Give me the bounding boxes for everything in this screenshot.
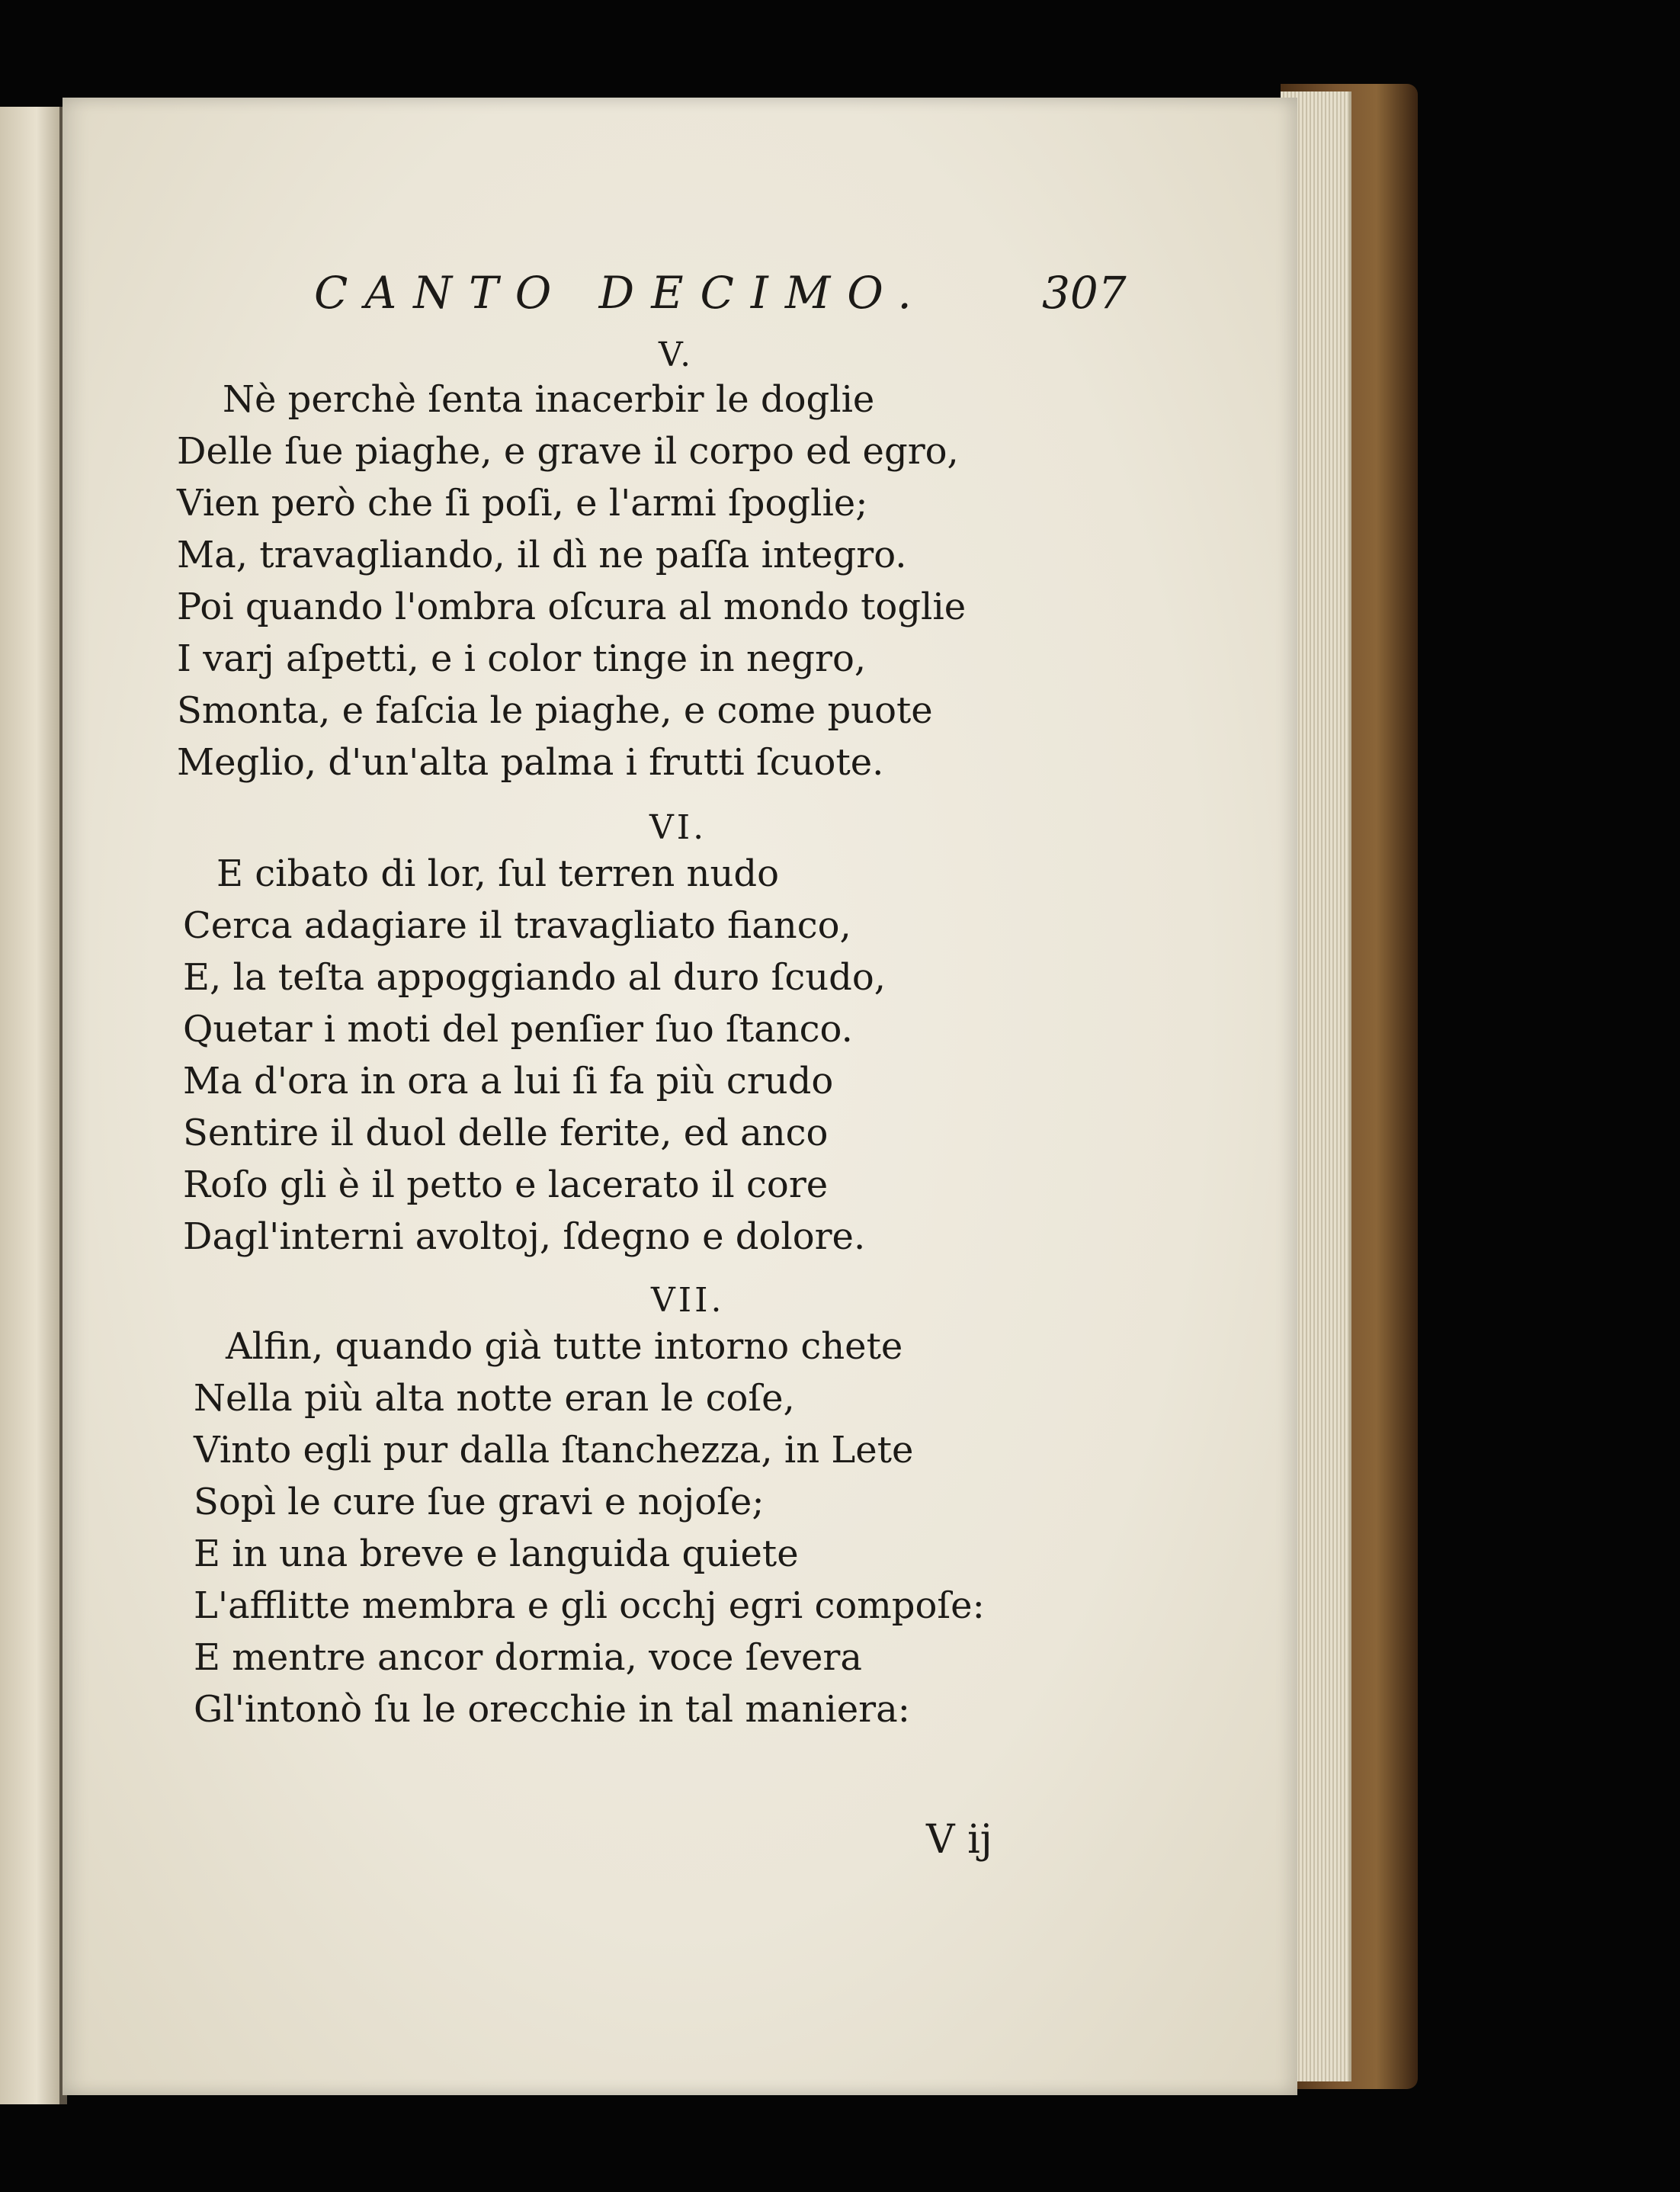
verse-line: L'afflitte membra e gli occhj egri compoſe: [194,1584,985,1627]
verse-line: I varj aſpetti, e i color tinge in negro, [177,637,867,680]
verse-line: Dagl'interni avoltoj, ſdegno e dolore. [183,1215,866,1258]
book-page [63,98,1297,2095]
verse-line: Sentire il duol delle ferite, ed anco [183,1112,829,1154]
verse-line: Ma, travagliando, il dì ne paſſa integro. [177,534,907,576]
catchword-signature: V ij [926,1817,992,1863]
verse-line: E in una breve e languida quiete [194,1532,799,1575]
verse-line: Vinto egli pur dalla ſtanchezza, in Lete [194,1429,914,1471]
page-header [314,267,1153,335]
verse-line: Poi quando l'ombra oſcura al mondo toglie [177,586,967,628]
verse-line: Quetar i moti del penſier ſuo ſtanco. [183,1008,853,1051]
verse-line: Smonta, e faſcia le piaghe, e come puote [177,689,933,732]
running-head: CANTO DECIMO. [314,267,928,319]
page-number: 307 [1042,267,1127,319]
verse-line: Nè perchè ſenta inacerbir le doglie [223,378,875,421]
verse-line: Sopì le cure ſue gravi e nojoſe; [194,1481,765,1523]
verse-line: Alfin, quando già tutte intorno chete [226,1325,903,1368]
verse-line: Cerca adagiare il travagliato fianco, [183,904,851,947]
verse-line: Roſo gli è il petto e lacerato il core [183,1163,829,1206]
verse-line: Gl'intonò ſu le orecchie in tal maniera: [194,1688,910,1731]
stanza-number: V. [659,335,694,374]
book [0,84,1418,2104]
verse-line: Meglio, d'un'alta palma i frutti ſcuote. [177,741,884,784]
verse-line: Vien però che ſi poſi, e l'armi ſpoglie; [177,482,868,525]
verse-line: Nella più alta notte eran le coſe, [194,1377,795,1420]
facing-page-edge [0,107,63,2104]
stanza-number: VII. [651,1281,725,1320]
verse-line: Delle ſue piaghe, e grave il corpo ed egro, [177,430,959,473]
verse-line: Ma d'ora in ora a lui ſi fa più crudo [183,1060,834,1102]
verse-line: E, la teſta appoggiando al duro ſcudo, [183,956,886,999]
stanza-number: VI. [649,808,707,847]
verse-line: E cibato di lor, ſul terren nudo [216,852,779,895]
verse-line: E mentre ancor dormia, voce ſevera [194,1636,862,1679]
